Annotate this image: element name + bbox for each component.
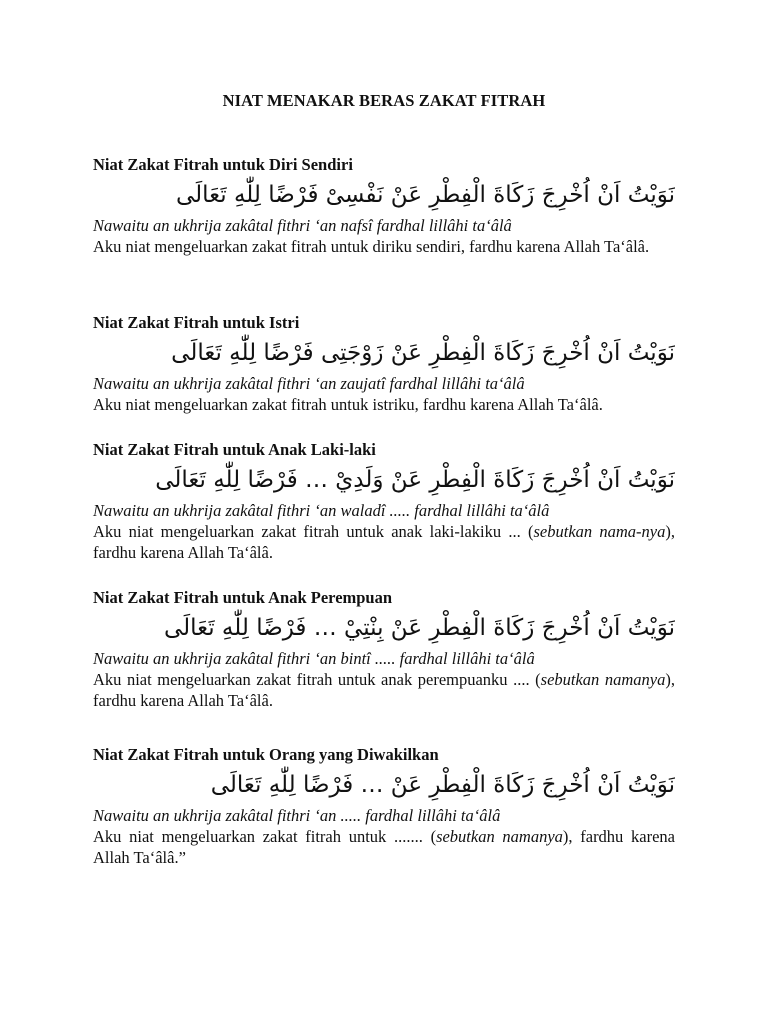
translation-italic: sebutkan nama-nya	[533, 522, 666, 541]
latin-transliteration: Nawaitu an ukhrija zakâtal fithri ‘an bintî ..... fardhal lillâhi ta‘âlâ	[93, 649, 535, 668]
translation-text	[93, 826, 675, 868]
section-heading: Niat Zakat Fitrah untuk Orang yang Diwakilkan	[93, 745, 439, 764]
translation-italic: sebutkan namanya	[436, 827, 563, 846]
translation-italic: sebutkan namanya	[540, 670, 666, 689]
latin-transliteration: Nawaitu an ukhrija zakâtal fithri ‘an zaujatî fardhal lillâhi ta‘âlâ	[93, 374, 525, 393]
section-heading: Niat Zakat Fitrah untuk Istri	[93, 313, 300, 332]
latin-transliteration: Nawaitu an ukhrija zakâtal fithri ‘an ..... fardhal lillâhi ta‘âlâ	[93, 806, 501, 825]
latin-transliteration: Nawaitu an ukhrija zakâtal fithri ‘an nafsî fardhal lillâhi ta‘âlâ	[93, 216, 512, 235]
arabic-text: نَوَيْتُ اَنْ اُخْرِجَ زَكَاةَ الْفِطْرِ عَنْ بِنْتِيْ … فَرْضًا لِلّٰهِ تَعَالَى	[163, 615, 675, 641]
section-anak-laki-laki	[93, 440, 675, 563]
arabic-text: نَوَيْتُ اَنْ اُخْرِجَ زَكَاةَ الْفِطْرِ عَنْ وَلَدِيْ … فَرْضًا لِلّٰهِ تَعَالَى	[155, 467, 675, 493]
translation-part: Aku niat mengeluarkan zakat fitrah untuk istriku, fardhu karena Allah Ta‘âlâ.	[93, 395, 603, 414]
translation-part: Aku niat mengeluarkan zakat fitrah untuk diriku sendiri, fardhu karena Allah Ta‘âlâ.	[93, 237, 650, 256]
translation-part-end: ), fardhu karena Allah Ta‘âlâ.”	[93, 827, 675, 867]
translation-part-end: ), fardhu karena Allah Ta‘âlâ.	[93, 670, 675, 710]
document-title: NIAT MENAKAR BERAS ZAKAT FITRAH	[222, 91, 546, 110]
section-diri-sendiri	[93, 155, 675, 257]
section-heading: Niat Zakat Fitrah untuk Diri Sendiri	[93, 155, 353, 174]
translation-part: Aku niat mengeluarkan zakat fitrah untuk anak laki-lakiku ... (	[93, 522, 534, 541]
section-heading: Niat Zakat Fitrah untuk Anak Laki-laki	[93, 440, 376, 459]
section-heading: Niat Zakat Fitrah untuk Anak Perempuan	[93, 588, 393, 607]
translation-text	[93, 236, 675, 257]
arabic-text: نَوَيْتُ اَنْ اُخْرِجَ زَكَاةَ الْفِطْرِ عَنْ … فَرْضًا لِلّٰهِ تَعَالَى	[210, 772, 675, 798]
section-istri	[93, 313, 675, 415]
translation-text	[93, 521, 675, 563]
section-orang-diwakilkan	[93, 745, 675, 868]
translation-part: Aku niat mengeluarkan zakat fitrah untuk anak perempuanku .... (	[93, 670, 541, 689]
latin-transliteration: Nawaitu an ukhrija zakâtal fithri ‘an waladî ..... fardhal lillâhi ta‘âlâ	[93, 501, 550, 520]
translation-text	[93, 669, 675, 711]
translation-part: Aku niat mengeluarkan zakat fitrah untuk ....... (	[93, 827, 437, 846]
translation-part-end: ), fardhu karena Allah Ta‘âlâ.	[93, 522, 675, 562]
section-anak-perempuan	[93, 588, 675, 711]
translation-text	[93, 394, 675, 415]
arabic-text: نَوَيْتُ اَنْ اُخْرِجَ زَكَاةَ الْفِطْرِ عَنْ زَوْجَتِى فَرْضًا لِلّٰهِ تَعَالَى	[171, 340, 675, 366]
arabic-text: نَوَيْتُ اَنْ اُخْرِجَ زَكَاةَ الْفِطْرِ عَنْ نَفْسِىْ فَرْضًا لِلّٰهِ تَعَالَى	[175, 182, 675, 208]
